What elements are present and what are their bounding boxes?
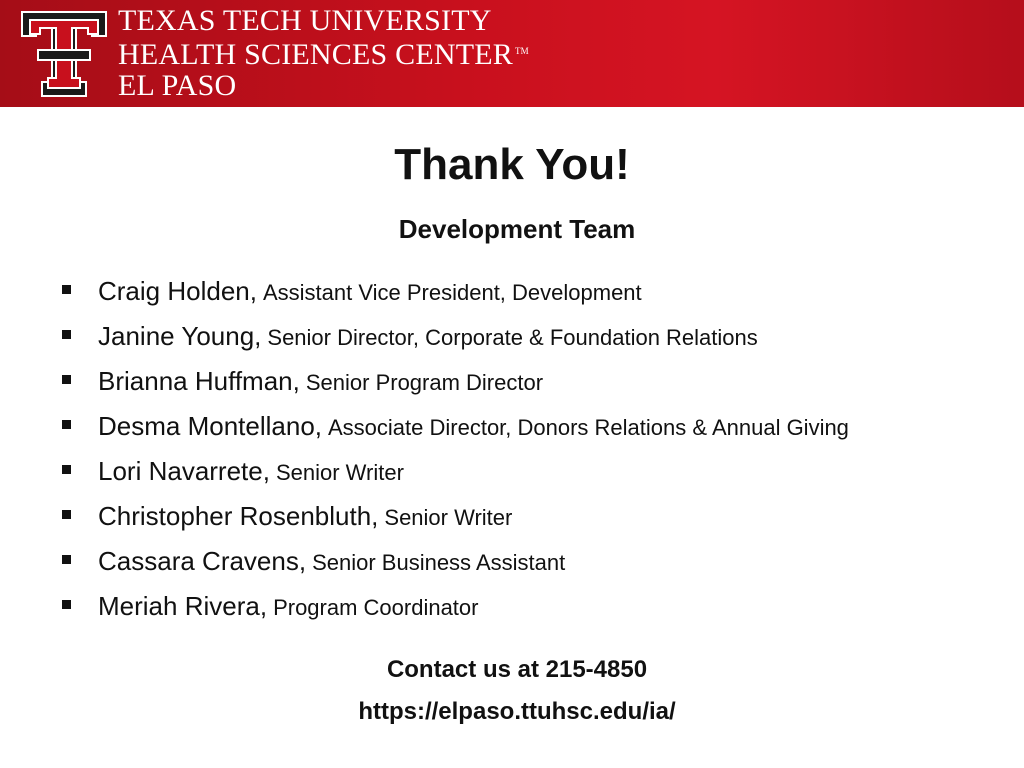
institution-line-3: EL PASO — [118, 69, 237, 102]
member-name: Craig Holden, — [98, 276, 257, 306]
member-name: Meriah Rivera, — [98, 591, 268, 621]
trademark: TM — [514, 46, 529, 56]
member-role: Senior Writer — [275, 460, 404, 485]
member-name: Christopher Rosenbluth, — [98, 501, 379, 531]
member-role: Senior Business Assistant — [312, 550, 566, 575]
bullet-icon — [62, 510, 71, 519]
member-role: Program Coordinator — [273, 595, 479, 620]
member-name: Brianna Huffman, — [98, 366, 300, 396]
bullet-icon — [62, 600, 71, 609]
list-item — [62, 546, 849, 591]
team-list — [62, 276, 849, 636]
list-item — [62, 321, 849, 366]
header-banner — [0, 0, 1024, 107]
bullet-icon — [62, 375, 71, 384]
member-name: Desma Montellano, — [98, 411, 322, 441]
list-item — [62, 591, 849, 636]
list-item — [62, 276, 849, 321]
bullet-icon — [62, 285, 71, 294]
contact-phone: Contact us at 215-4850 — [386, 656, 648, 683]
member-role: Associate Director, Donors Relations & Annual Giving — [328, 415, 849, 440]
institution-line-2: HEALTH SCIENCES CENTER ™ — [118, 38, 529, 71]
member-name: Janine Young, — [98, 321, 262, 351]
member-role: Senior Writer — [384, 505, 513, 530]
member-role: Senior Program Director — [305, 370, 544, 395]
institution-line-1: TEXAS TECH UNIVERSITY — [118, 4, 492, 37]
bullet-icon — [62, 465, 71, 474]
website-url: https://elpaso.ttuhsc.edu/ia/ — [358, 698, 676, 725]
bullet-icon — [62, 555, 71, 564]
list-item — [62, 501, 849, 546]
member-role: Assistant Vice President, Development — [262, 280, 642, 305]
list-item — [62, 456, 849, 501]
institution-name — [118, 5, 529, 101]
member-role: Senior Director, Corporate & Foundation Relations — [267, 325, 758, 350]
slide-title: Thank You! — [394, 140, 630, 189]
member-name: Cassara Cravens, — [98, 546, 307, 576]
double-t-logo-icon — [18, 6, 110, 100]
list-item — [62, 411, 849, 456]
list-item — [62, 366, 849, 411]
slide-subtitle: Development Team — [398, 214, 636, 244]
member-name: Lori Navarrete, — [98, 456, 270, 486]
bullet-icon — [62, 330, 71, 339]
bullet-icon — [62, 420, 71, 429]
